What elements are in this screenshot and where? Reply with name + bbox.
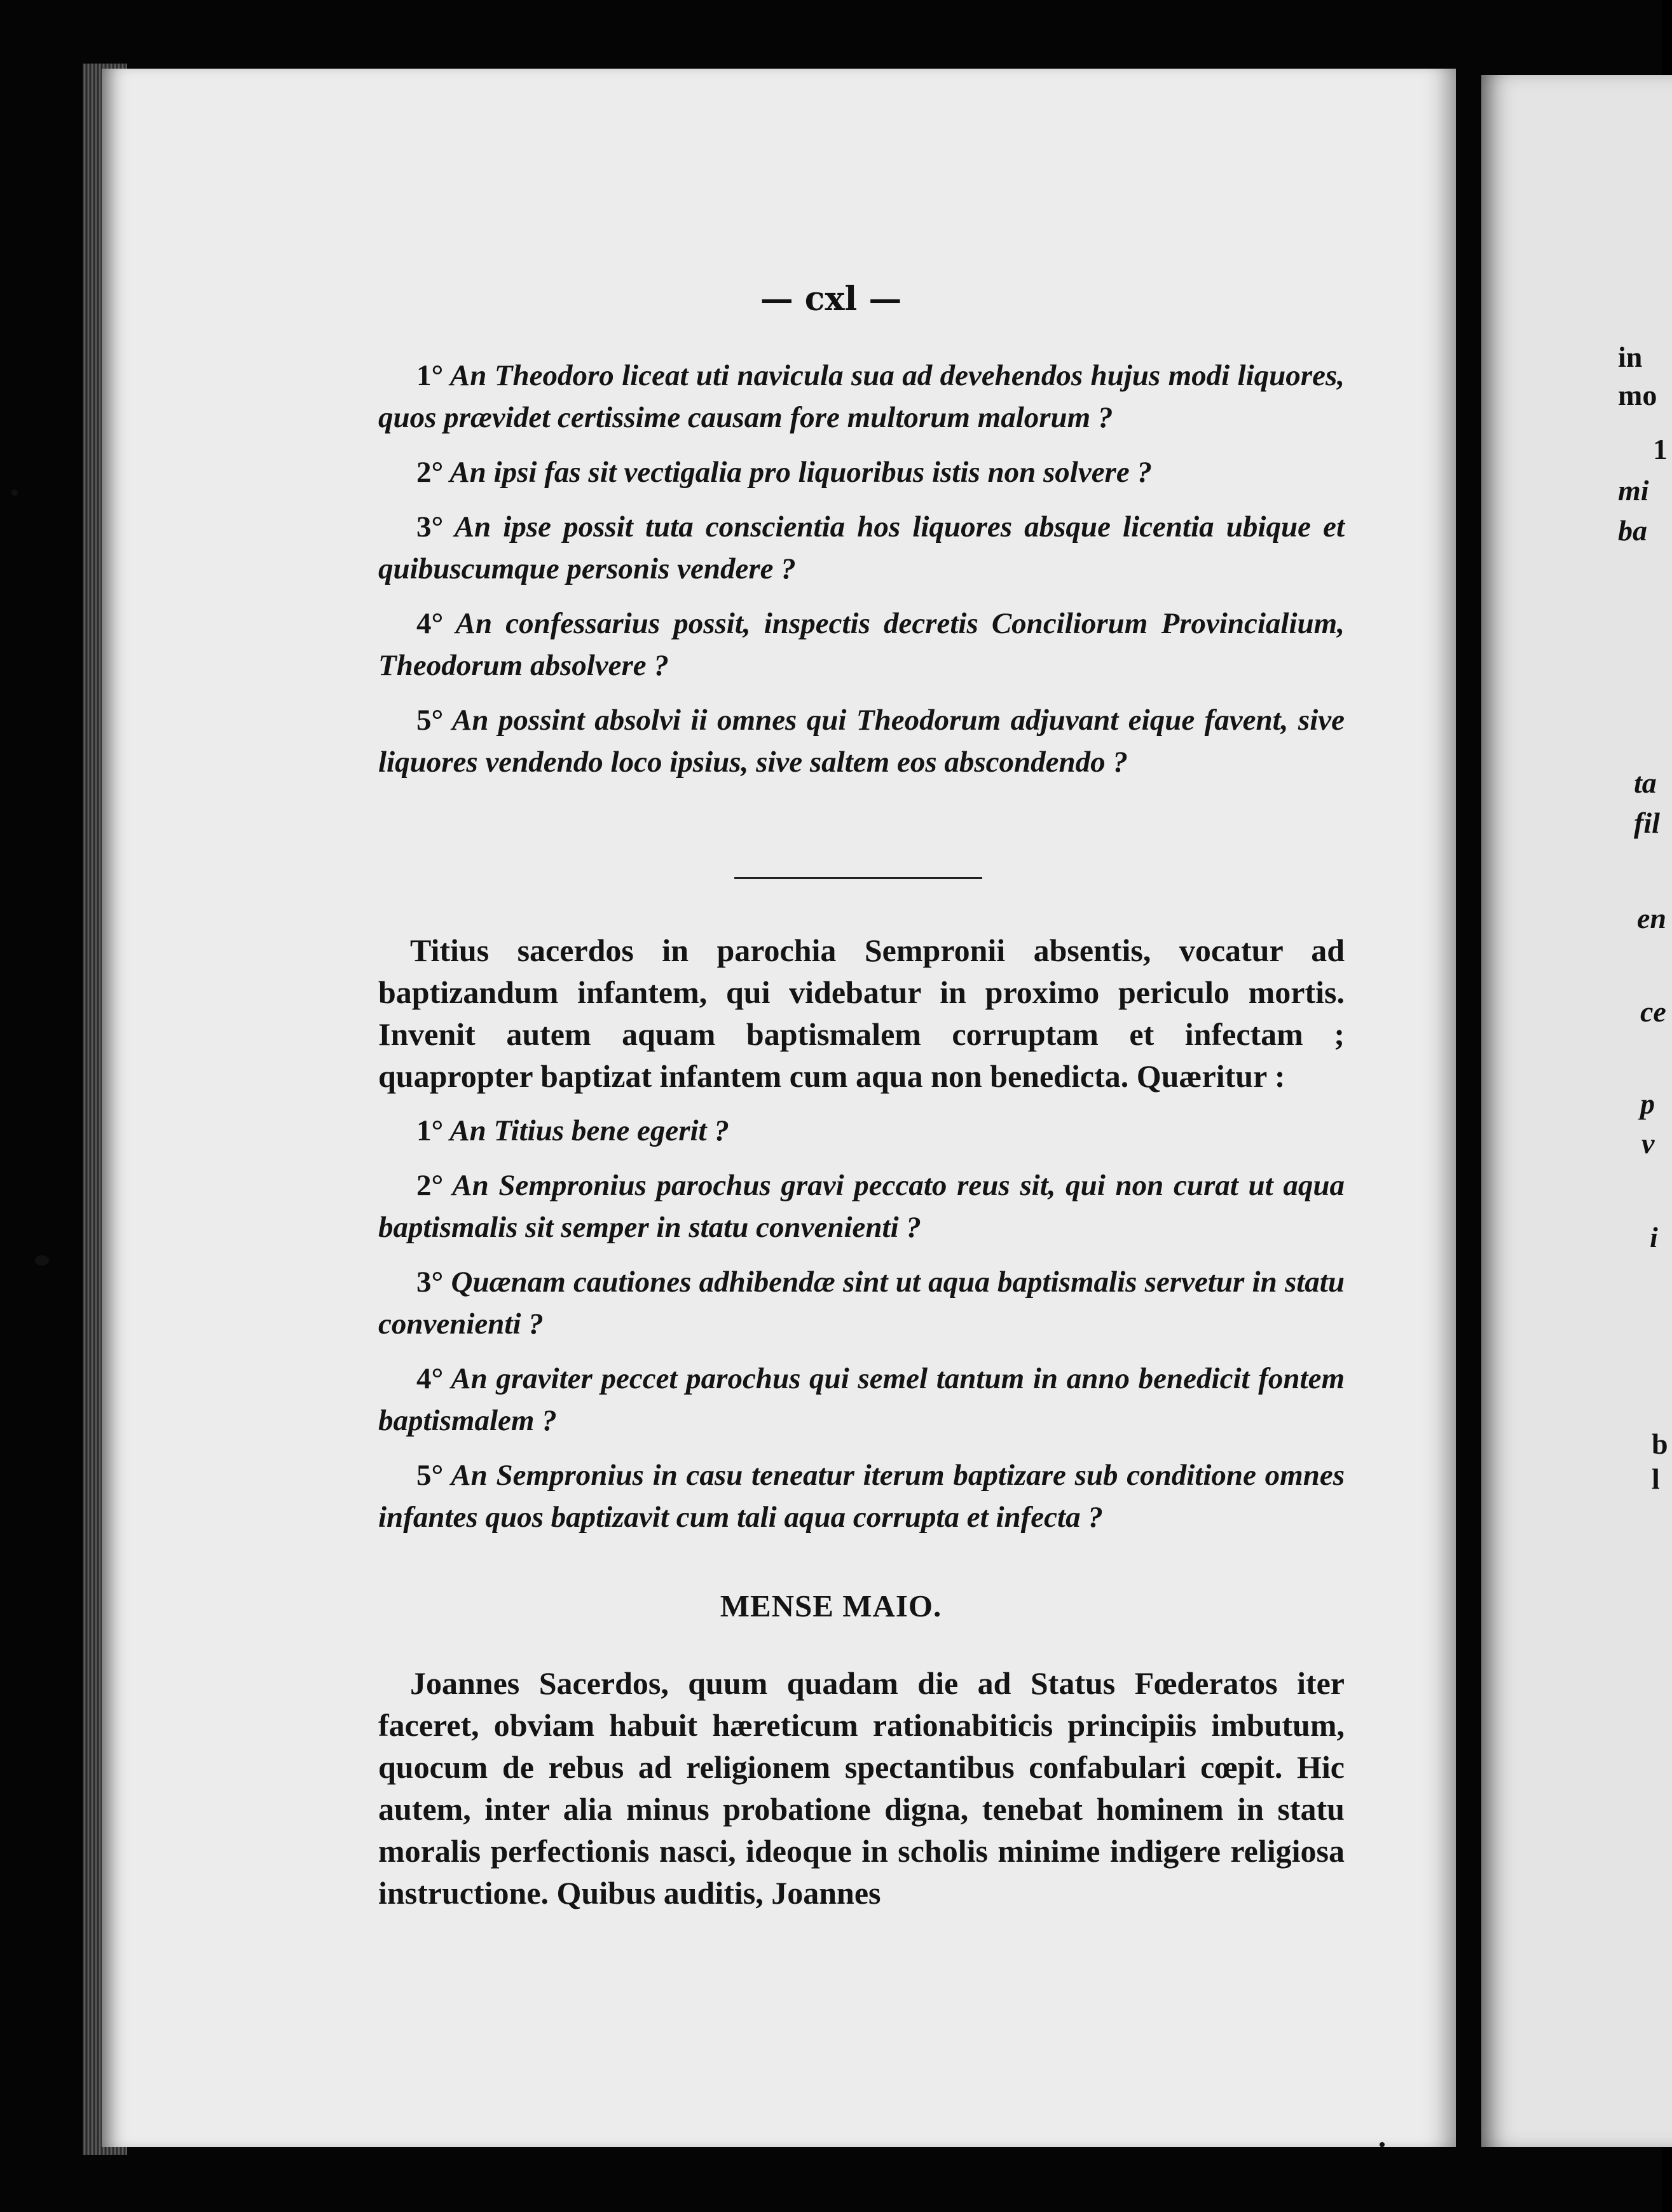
facing-fragment: 1 — [1653, 433, 1668, 465]
question-item: 3° Quænam cautiones adhibendæ sint ut aqua baptismalis servetur in statu convenienti ? — [378, 1266, 1345, 1341]
second-case — [378, 929, 1345, 1551]
facing-fragment: ta — [1634, 767, 1657, 799]
facing-fragment: l — [1652, 1463, 1660, 1495]
facing-fragment: p — [1640, 1088, 1655, 1120]
facing-fragment: in — [1618, 341, 1643, 373]
facing-fragment: i — [1650, 1221, 1658, 1253]
scan-speck — [1380, 2142, 1385, 2147]
facing-fragment: fil — [1634, 807, 1660, 839]
facing-fragment: ce — [1640, 995, 1666, 1028]
section-divider — [734, 877, 982, 879]
scan-speck — [11, 489, 18, 496]
question-item: 1° An Theodoro liceat uti navicula sua ad devehendos hujus modi liquores, quos prævidet certissime causam fore multorum malorum ? — [378, 359, 1345, 434]
facing-fragment: v — [1641, 1127, 1655, 1159]
question-item: 1° An Titius bene egerit ? — [416, 1114, 729, 1147]
facing-fragment: mi — [1618, 474, 1649, 507]
question-item: 4° An graviter peccet parochus qui semel tantum in anno benedicit fontem baptismalem ? — [378, 1362, 1345, 1437]
question-item: 5° An Sempronius in casu teneatur iterum baptizare sub conditione omnes infantes quos baptizavit cum tali aqua corrupta et infecta ? — [378, 1459, 1345, 1534]
question-item: 4° An confessarius possit, inspectis decretis Conciliorum Provincialium, Theodorum absolvere ? — [378, 607, 1345, 682]
case-paragraph: Titius sacerdos in parochia Sempronii absentis, vocatur ad baptizandum infantem, qui videbatur in proximo periculo mortis. Invenit autem aquam baptismalem corruptam et infectam ; quapropter baptizat infantem cum aqua non benedicta. Quæritur : — [378, 932, 1345, 1094]
facing-fragment: mo — [1618, 379, 1657, 411]
third-case — [378, 1662, 1345, 1927]
facing-fragment: en — [1637, 902, 1666, 934]
case-paragraph: Joannes Sacerdos, quum quadam die ad Status Fœderatos iter faceret, obviam habuit hæreticum rationabiticis principiis imbutum, quocum de rebus ad religionem spectantibus confabulari cœpit. Hic autem, inter alia minus probatione digna, tenebat hominem in statu moralis perfectionis nasci, ideoque in scholis minime indigere religiosa instructione. Quibus auditis, Joannes — [378, 1665, 1345, 1911]
page-number: — cxl — — [760, 280, 902, 318]
scan-speck — [35, 1255, 49, 1266]
facing-fragment: ba — [1618, 514, 1647, 547]
section-heading: MENSE MAIO. — [720, 1588, 942, 1623]
questions-first-case — [378, 355, 1345, 796]
question-item: 2° An Sempronius parochus gravi peccato reus sit, qui non curat ut aqua baptismalis sit semper in statu convenienti ? — [378, 1169, 1345, 1244]
question-item: 2° An ipsi fas sit vectigalia pro liquoribus istis non solvere ? — [416, 456, 1152, 489]
facing-fragment: b — [1652, 1428, 1668, 1460]
question-item: 5° An possint absolvi ii omnes qui Theodorum adjuvant eique favent, sive liquores vendendo loco ipsius, sive saltem eos abscondendo ? — [378, 704, 1345, 779]
question-item: 3° An ipse possit tuta conscientia hos liquores absque licentia ubique et quibuscumque personis vendere ? — [378, 510, 1345, 585]
